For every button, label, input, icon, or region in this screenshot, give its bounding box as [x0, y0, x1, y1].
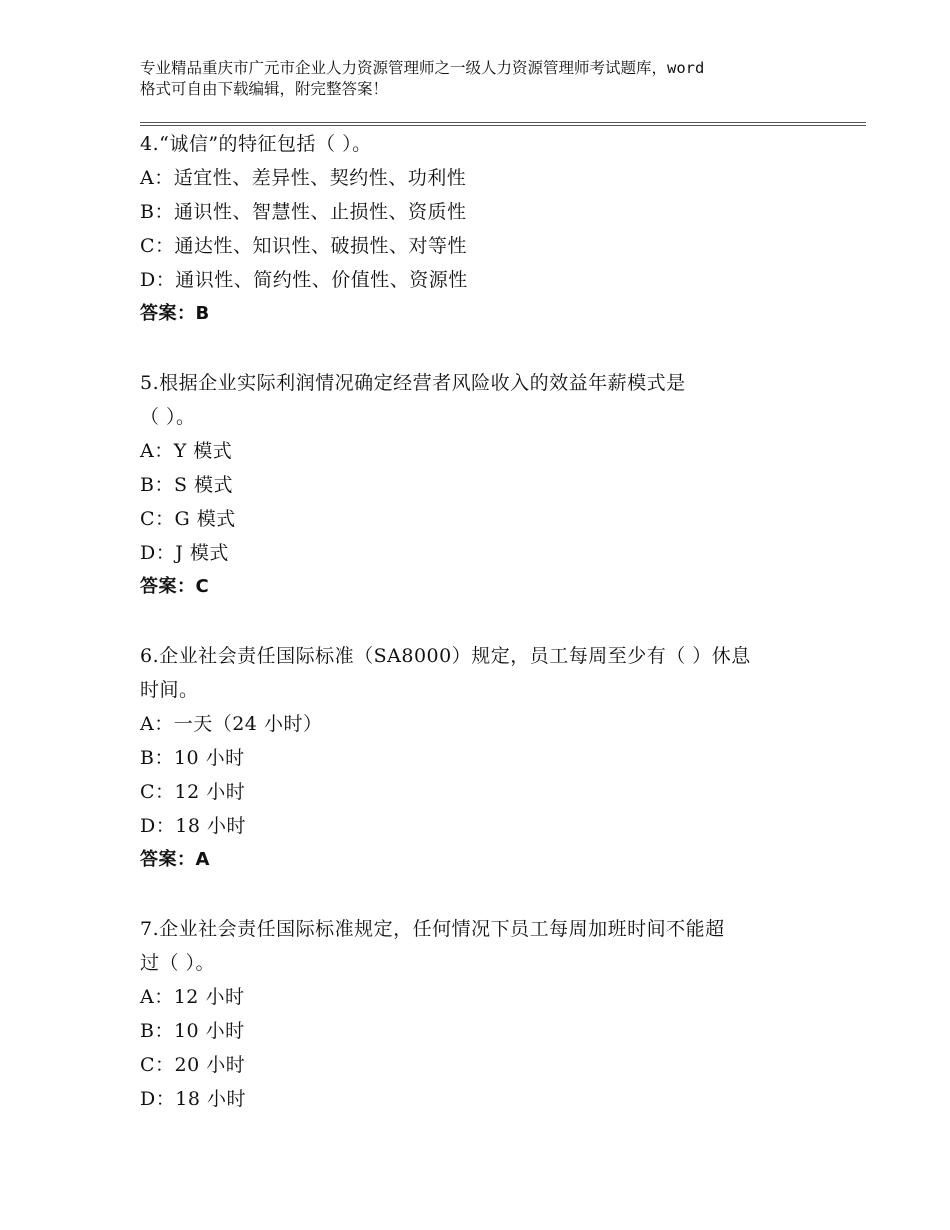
question-5-option-a: A：Y 模式	[140, 440, 233, 462]
question-4-stem: 4.“诚信”的特征包括（ ）。	[140, 133, 372, 155]
header-divider-bottom	[140, 125, 866, 126]
question-6-answer: 答案：A	[140, 849, 210, 870]
question-6-option-a: A：一天（24 小时）	[140, 713, 323, 735]
question-4-answer: 答案：B	[140, 303, 210, 324]
question-5-stem-line-2: （ ）。	[140, 406, 196, 428]
question-7-stem-line-1: 7.企业社会责任国际标准规定，任何情况下员工每周加班时间不能超	[140, 918, 725, 940]
question-4-option-b: B：通识性、智慧性、止损性、资质性	[140, 201, 467, 223]
question-6-option-c: C：12 小时	[140, 781, 246, 803]
question-6-option-d: D：18 小时	[140, 815, 246, 837]
question-5-option-d: D：J 模式	[140, 542, 229, 564]
question-7-stem-line-2: 过（ ）。	[140, 952, 216, 974]
question-4-option-c: C：通达性、知识性、破损性、对等性	[140, 235, 468, 257]
question-5-option-c: C：G 模式	[140, 508, 236, 530]
question-4-option-a: A：适宜性、差异性、契约性、功利性	[140, 167, 467, 189]
question-7-option-a: A：12 小时	[140, 986, 245, 1008]
question-6-stem-line-2: 时间。	[140, 679, 199, 701]
question-7-option-c: C：20 小时	[140, 1054, 246, 1076]
question-5-option-b: B：S 模式	[140, 474, 234, 496]
question-7-option-b: B：10 小时	[140, 1020, 245, 1042]
header-line-2: 格式可自由下载编辑，附完整答案！	[140, 80, 389, 98]
question-6-option-b: B：10 小时	[140, 747, 245, 769]
document-header	[140, 58, 840, 100]
question-5-stem-line-1: 5.根据企业实际利润情况确定经营者风险收入的效益年薪模式是	[140, 372, 686, 394]
question-6-stem-line-1: 6.企业社会责任国际标准（SA8000）规定，员工每周至少有（ ）休息	[140, 645, 751, 667]
question-7-option-d: D：18 小时	[140, 1088, 246, 1110]
question-4-option-d: D：通识性、简约性、价值性、资源性	[140, 269, 468, 291]
header-line-1: 专业精品重庆市广元市企业人力资源管理师之一级人力资源管理师考试题库，word	[140, 59, 705, 77]
header-divider-top	[140, 122, 866, 123]
question-5-answer: 答案：C	[140, 576, 210, 597]
